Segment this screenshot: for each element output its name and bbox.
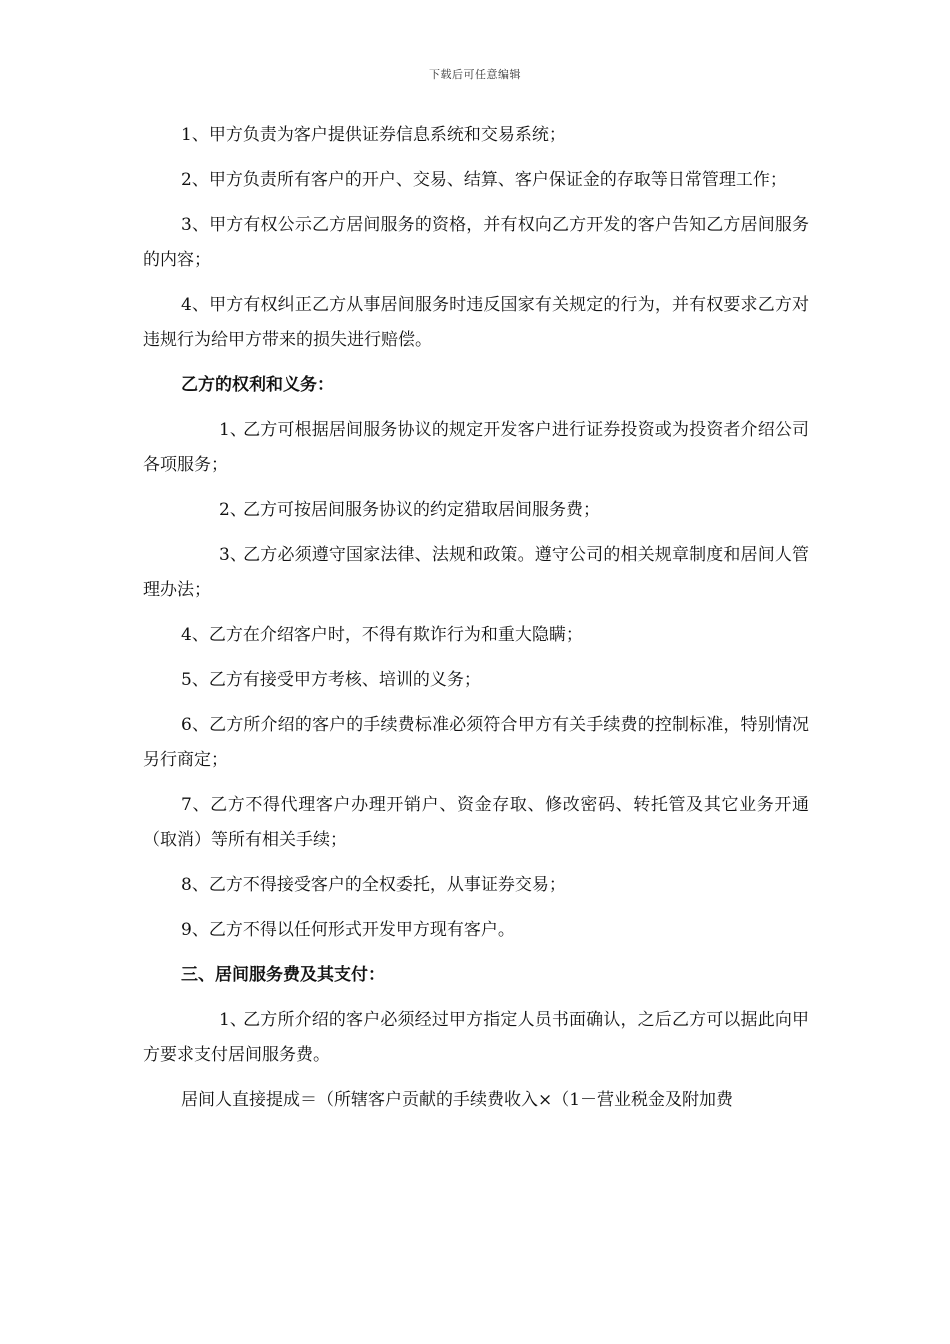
paragraph-b9-text: 9、乙方不得以任何形式开发甲方现有客户。 bbox=[181, 920, 515, 940]
paragraph-c1 bbox=[143, 1003, 809, 1073]
paragraph-b6-text: 6、乙方所介绍的客户的手续费标准必须符合甲方有关手续费的控制标准，特别情况另行商定； bbox=[143, 715, 809, 770]
paragraph-2-text: 2、甲方负责所有客户的开户、交易、结算、客户保证金的存取等日常管理工作； bbox=[181, 170, 787, 190]
section-heading-text: 三、居间服务费及其支付： bbox=[181, 965, 385, 985]
paragraph-b7 bbox=[143, 788, 809, 858]
paragraph-b3 bbox=[143, 538, 809, 608]
paragraph-b5 bbox=[143, 663, 809, 698]
item-number: 1、 bbox=[219, 420, 247, 440]
page-header: 下载后可任意编辑 bbox=[429, 68, 521, 81]
section-heading-service-fee bbox=[143, 958, 809, 993]
paragraph-4-text: 4、甲方有权纠正乙方从事居间服务时违反国家有关规定的行为，并有权要求乙方对违规行为给甲方带来的损失进行赔偿。 bbox=[143, 295, 809, 350]
paragraph-b6 bbox=[143, 708, 809, 778]
paragraph-formula-text: 居间人直接提成＝（所辖客户贡献的手续费收入×（1－营业税金及附加费 bbox=[181, 1090, 734, 1110]
document-body bbox=[143, 118, 809, 1128]
paragraph-b1 bbox=[143, 413, 809, 483]
paragraph-3-text: 3、甲方有权公示乙方居间服务的资格，并有权向乙方开发的客户告知乙方居间服务的内容； bbox=[143, 215, 809, 270]
item-number: 2、 bbox=[219, 500, 247, 520]
paragraph-4 bbox=[143, 288, 809, 358]
paragraph-1 bbox=[143, 118, 809, 153]
section-heading-text: 乙方的权利和义务： bbox=[181, 375, 334, 395]
paragraph-b2 bbox=[143, 493, 809, 528]
paragraph-b2-text: 乙方可按居间服务协议的约定猎取居间服务费； bbox=[243, 500, 600, 520]
paragraph-b8-text: 8、乙方不得接受客户的全权委托，从事证券交易； bbox=[181, 875, 566, 895]
paragraph-1-text: 1、甲方负责为客户提供证券信息系统和交易系统； bbox=[181, 125, 566, 145]
item-number: 1、 bbox=[219, 1010, 247, 1030]
paragraph-c1-text: 乙方所介绍的客户必须经过甲方指定人员书面确认，之后乙方可以据此向甲方要求支付居间服务费。 bbox=[143, 1010, 809, 1065]
paragraph-b4-text: 4、乙方在介绍客户时，不得有欺诈行为和重大隐瞒； bbox=[181, 625, 583, 645]
paragraph-b8 bbox=[143, 868, 809, 903]
paragraph-b9 bbox=[143, 913, 809, 948]
section-heading-party-b-rights bbox=[143, 368, 809, 403]
paragraph-b7-text: 7、乙方不得代理客户办理开销户、资金存取、修改密码、转托管及其它业务开通（取消）等所有相关手续； bbox=[143, 795, 809, 850]
paragraph-formula bbox=[143, 1083, 809, 1118]
paragraph-b3-text: 乙方必须遵守国家法律、法规和政策。遵守公司的相关规章制度和居间人管理办法； bbox=[143, 545, 809, 600]
item-number: 3、 bbox=[219, 545, 247, 565]
paragraph-b5-text: 5、乙方有接受甲方考核、培训的义务； bbox=[181, 670, 481, 690]
paragraph-b4 bbox=[143, 618, 809, 653]
paragraph-2 bbox=[143, 163, 809, 198]
paragraph-b1-text: 乙方可根据居间服务协议的规定开发客户进行证券投资或为投资者介绍公司各项服务； bbox=[143, 420, 809, 475]
paragraph-3 bbox=[143, 208, 809, 278]
